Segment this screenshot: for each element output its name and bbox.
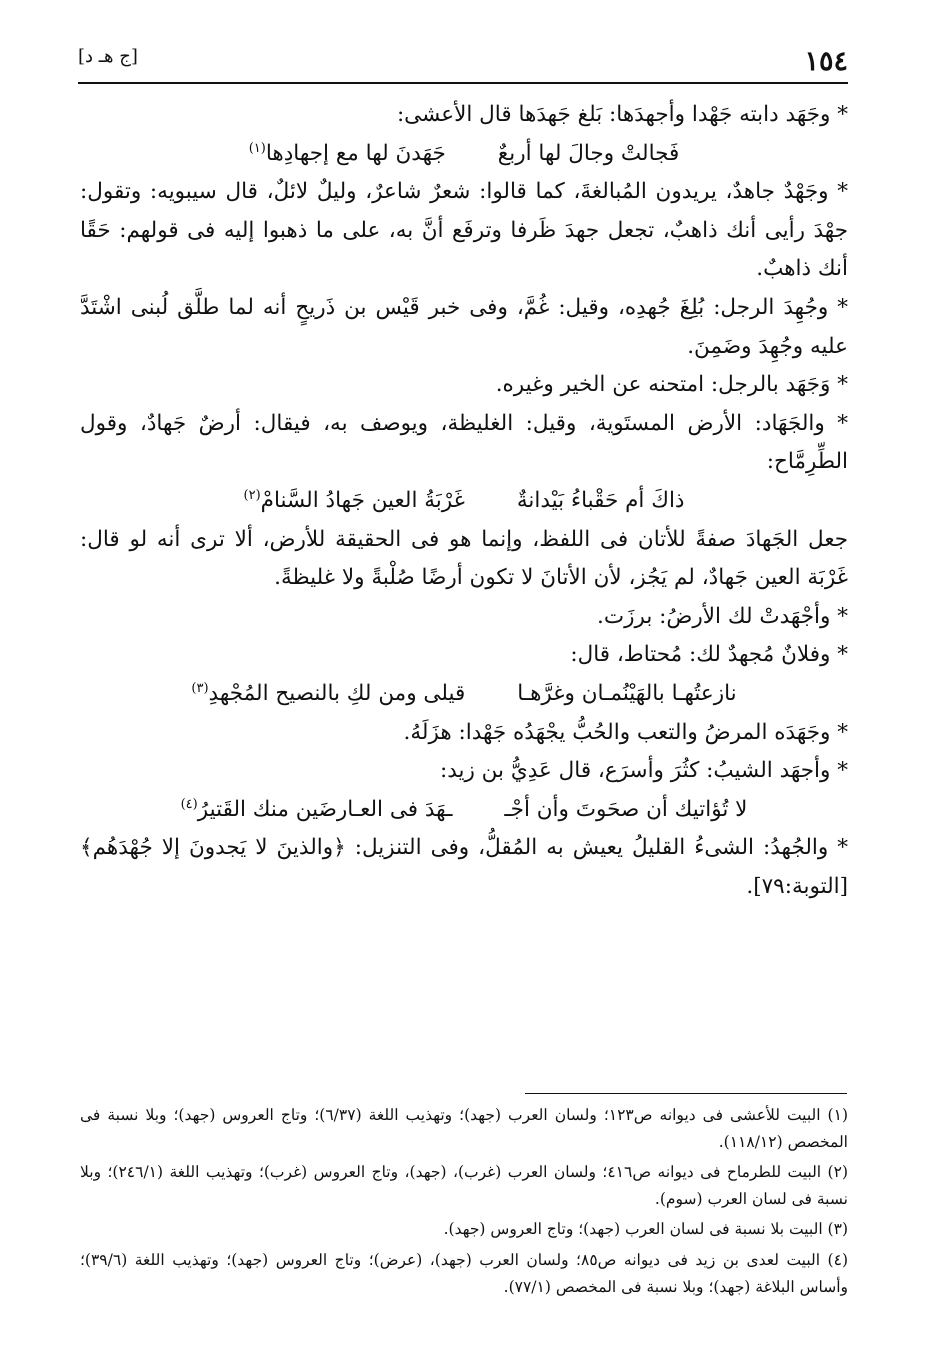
- paragraph: * وَجَهَد بالرجل: امتحنه عن الخير وغيره.: [495, 372, 848, 398]
- page-header: [78, 42, 848, 84]
- root-letters-tag: [ج هـ د]: [78, 46, 138, 67]
- footnote-item: (١) البيت للأعشى فى ديوانه ص١٢٣؛ ولسان العرب (جهد)؛ وتهذيب اللغة (٦/٣٧)؛ وتاج العروس (جهد)؛ وبلا نسبة فى المخصص (١١٨/١٢).: [80, 1106, 848, 1151]
- poetry-verse: [80, 482, 848, 521]
- verse-second-hemistich-wrap: [244, 482, 465, 521]
- page-number: ١٥٤: [804, 46, 848, 77]
- paragraph: * وأجْهَدتْ لك الأرضُ: برزَت.: [597, 603, 848, 629]
- footnote-reference: (٣): [191, 680, 209, 696]
- footnote-reference: (١): [248, 140, 266, 156]
- verse-second-hemistich-wrap: [191, 675, 465, 714]
- footnote-reference: (٢): [243, 487, 261, 503]
- verse-second-hemistich: ـهَدَ فى العـارضَين منك القَتيرُ: [197, 796, 453, 822]
- footnote-item: (٤) البيت لعدى بن زيد فى ديوانه ص٨٥؛ ولسان العرب (جهد)، (عرض)؛ وتاج العروس (جهد)؛ وتهذيب اللغة (٣٩/٦)؛ وأساس البلاغة (جهد)؛ وبلا نسبة فى المخصص (٧٧/١).: [80, 1250, 848, 1296]
- paragraph: * وجَهْدٌ جاهدٌ، يريدون المُبالغةَ، كما قالوا: شعرٌ شاعرٌ، وليلٌ لائلٌ، قال سيبويه: وتقول: جهْدَ رأيى أنك ذاهبٌ، تجعل جهدَ ظَرفا وترفَع أنَّ به، على ما ذهبوا إليه فى قولهم: حَقًا أنك ذاهبٌ.: [80, 179, 848, 282]
- paragraph: * وفلانٌ مُجهدٌ لك: مُحتاط، قال:: [570, 642, 848, 668]
- footnote-reference: (٤): [180, 796, 198, 812]
- paragraph: * وجَهَدَه المرضُ والتعب والحُبُّ يجْهَدُه جَهْدا: هزَلَهُ.: [403, 719, 848, 745]
- paragraph: * وأجهَد الشيبُ: كثُرَ وأسرَع، قال عَدِيُّ بن زيد:: [439, 758, 848, 784]
- verse-first-hemistich: نازعتُهـا بالهَيْنُمـان وغرَّهـا: [517, 680, 737, 706]
- paragraph: * وجُهِدَ الرجل: بُلِغَ جُهدِه، وقيل: غُمَّ، وفى خبر قَيْس بن ذَريحٍ أنه لما طلَّق لُبنى اشْتَدَّ عليه وجُهِدَ وضَمِنَ.: [80, 294, 848, 359]
- poetry-verse: [80, 675, 848, 714]
- verse-second-hemistich-wrap: [249, 135, 446, 174]
- paragraph: جعل الجَهادَ صفةً للأتان فى اللفظ، وإنما هو فى الحقيقة للأرض، ألا ترى أنه لو قال: غَرْبَة العين جَهادٌ، لم يَجُز، لأن الأتانَ لا تكون أرضًا صُلْبةً ولا غليظةً.: [80, 526, 848, 591]
- verse-first-hemistich: فَجالتْ وجالَ لها أربعٌ: [497, 140, 680, 166]
- verse-second-hemistich-wrap: [181, 791, 453, 830]
- poetry-verse: [80, 791, 848, 830]
- footnote-divider: [525, 1093, 847, 1094]
- paragraph: * وجَهَد دابته جَهْدا وأجهدَها: بَلغ جَهدَها قال الأعشى:: [396, 102, 848, 127]
- verse-first-hemistich: لا تُؤاتيك أن صحَوتَ وأن أجْـ: [504, 796, 748, 822]
- footnotes: [80, 1102, 848, 1304]
- verse-second-hemistich: جَهَدنَ لها مع إجهادِها: [265, 140, 446, 166]
- verse-first-hemistich: ذاكَ أم حَقْباءُ بَيْدانةٌ: [516, 487, 685, 513]
- paragraph: * والجُهدُ: الشىءُ القليلُ يعيش به المُقلُّ، وفى التنزيل: ﴿والذينَ لا يَجدونَ إلا جُهْدَهُم﴾ [التوبة:٧٩].: [80, 835, 848, 899]
- footnote-item: (٣) البيت بلا نسبة فى لسان العرب (جهد)؛ وتاج العروس (جهد).: [443, 1220, 848, 1239]
- main-text: [80, 96, 848, 906]
- footnote-item: (٢) البيت للطرماح فى ديوانه ص٤١٦؛ ولسان العرب (غرب)، (جهد)، وتاج العروس (غرب)؛ وتهذيب اللغة (٢٤٦/١)؛ وبلا نسبة فى لسان العرب (سوم).: [80, 1163, 848, 1208]
- verse-second-hemistich: غَرْبَةُ العين جَهادُ السَّنامْ: [260, 487, 465, 513]
- paragraph: * والجَهَاد: الأرض المستَوية، وقيل: الغليظة، ويوصف به، فيقال: أرضٌ جَهادٌ، وقول الطِّرِمَّاح:: [80, 410, 848, 475]
- verse-second-hemistich: قيلى ومن لكِ بالنصيح المُجْهدِ: [208, 680, 466, 706]
- poetry-verse: [80, 135, 848, 174]
